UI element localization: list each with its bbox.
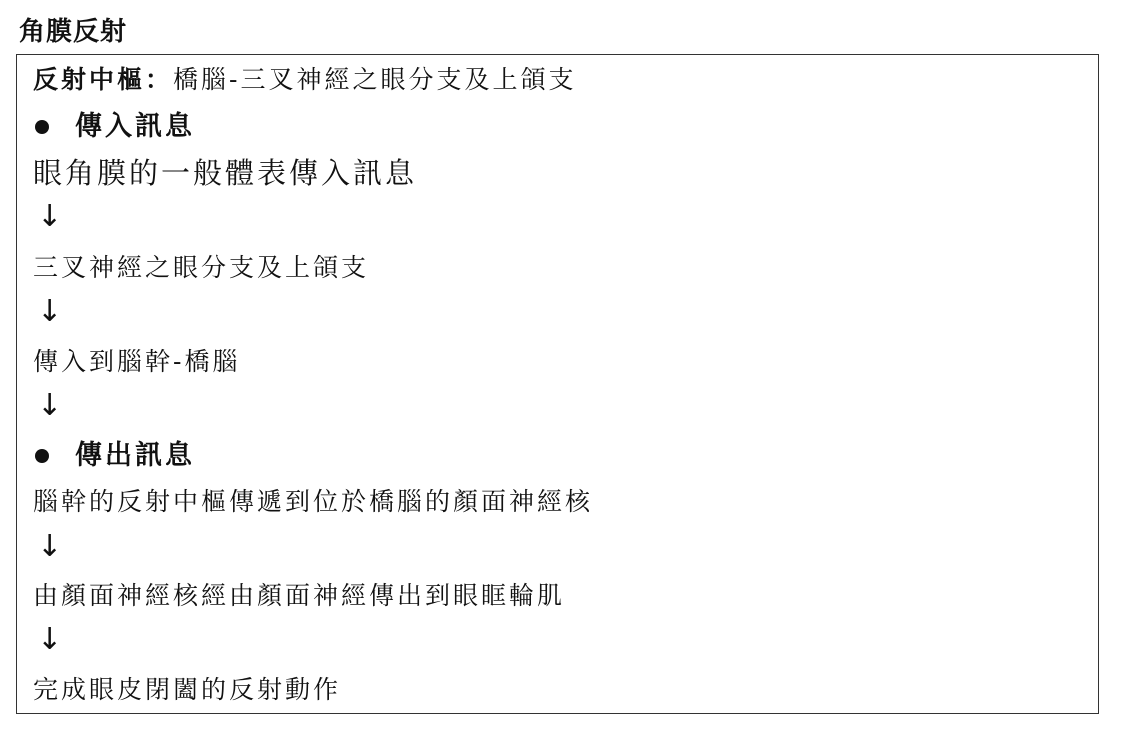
- page-title: 角膜反射: [19, 17, 128, 47]
- efferent-step-1: 腦幹的反射中樞傳遞到位於橋腦的顏面神經核: [33, 487, 594, 516]
- bullet-icon: [35, 449, 49, 463]
- content-box: [16, 54, 1099, 714]
- reflex-center-label: 反射中樞: [33, 65, 146, 94]
- afferent-heading-label: 傳入訊息: [75, 111, 195, 142]
- afferent-heading: [33, 107, 195, 147]
- down-arrow-icon: ↓: [37, 529, 66, 564]
- efferent-heading-label: 傳出訊息: [75, 440, 195, 471]
- afferent-step-2: 三叉神經之眼分支及上頜支: [33, 253, 370, 282]
- bullet-icon: [35, 120, 49, 134]
- afferent-step-3: 傳入到腦幹-橋腦: [33, 347, 241, 376]
- down-arrow-icon: ↓: [37, 199, 66, 234]
- reflex-center-value: 橋腦-三叉神經之眼分支及上頜支: [173, 65, 577, 94]
- down-arrow-icon: ↓: [37, 294, 66, 329]
- reflex-center-colon: ：: [145, 65, 174, 94]
- down-arrow-icon: ↓: [37, 622, 66, 657]
- reflex-center-row: [33, 61, 576, 99]
- efferent-step-2: 由顏面神經核經由顏面神經傳出到眼眶輪肌: [33, 581, 566, 610]
- efferent-heading: [33, 436, 195, 476]
- afferent-step-1: 眼角膜的一般體表傳入訊息: [33, 156, 418, 190]
- down-arrow-icon: ↓: [37, 388, 66, 423]
- efferent-step-3: 完成眼皮閉闔的反射動作: [33, 675, 342, 704]
